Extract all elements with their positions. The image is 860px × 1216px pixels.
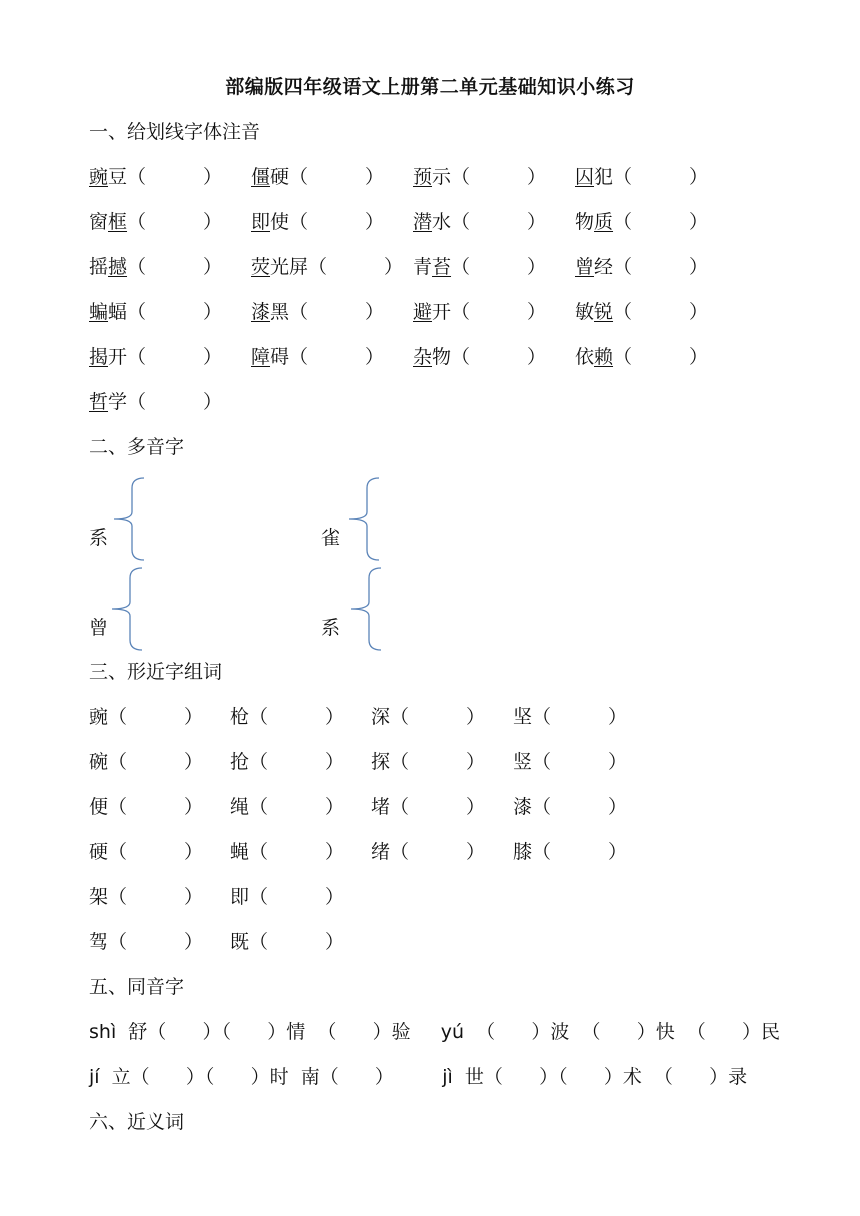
brace-icon: [106, 566, 146, 652]
underlined-char: 荧: [251, 256, 271, 278]
similar-char: 膝: [513, 841, 533, 863]
answer-blank[interactable]: （ ）: [108, 841, 204, 863]
answer-blank[interactable]: （ ）: [451, 301, 547, 323]
underlined-char: 杂: [413, 346, 433, 368]
similar-char: 枪: [230, 706, 250, 728]
similar-char-item: [230, 884, 344, 910]
answer-blank[interactable]: （ ）: [108, 706, 204, 728]
similar-char: 豌: [89, 706, 109, 728]
section-heading-1: 一、给划线字体注音: [89, 121, 261, 143]
answer-blank[interactable]: （ ）: [613, 346, 709, 368]
answer-blank[interactable]: （ ）: [451, 346, 547, 368]
brace-icon: [343, 476, 383, 562]
similar-char-item: [230, 749, 344, 775]
pinyin-item: [89, 254, 222, 280]
answer-blank[interactable]: （ ）: [532, 841, 628, 863]
similar-char: 漆: [513, 796, 533, 818]
similar-char: 驾: [89, 931, 109, 953]
polyphone-char: 雀: [321, 527, 341, 549]
word-char: 青: [413, 256, 433, 278]
answer-blank[interactable]: （ ）: [613, 166, 709, 188]
word-char: 犯: [594, 166, 614, 188]
answer-blank[interactable]: （ ）: [451, 256, 547, 278]
similar-char-item: [371, 839, 485, 865]
similar-char-item: [513, 839, 627, 865]
similar-char: 坚: [513, 706, 533, 728]
answer-blank[interactable]: （ ）: [127, 166, 223, 188]
pinyin-item: [251, 344, 384, 370]
similar-char: 硬: [89, 841, 109, 863]
similar-char: 架: [89, 886, 109, 908]
homophone-line: shì 舒（ ）（ ）情 （ ）验 yú （ ）波 （ ）快 （ ）民: [89, 1021, 781, 1043]
similar-char-item: [371, 794, 485, 820]
underlined-char: 蝙: [89, 301, 109, 323]
answer-blank[interactable]: （ ）: [249, 706, 345, 728]
word-char: 黑: [270, 301, 290, 323]
section-heading-5: 五、同音字: [89, 976, 185, 998]
polyphone-char: 系: [89, 527, 109, 549]
underlined-char: 框: [108, 211, 128, 233]
similar-char-item: [371, 704, 485, 730]
pinyin-item: [89, 164, 222, 190]
answer-blank[interactable]: （ ）: [289, 346, 385, 368]
answer-blank[interactable]: （ ）: [532, 751, 628, 773]
brace-icon: [345, 566, 385, 652]
underlined-char: 哲: [89, 391, 109, 413]
answer-blank[interactable]: （ ）: [390, 841, 486, 863]
word-char: 学: [108, 391, 128, 413]
underlined-char: 障: [251, 346, 271, 368]
similar-char-item: [230, 794, 344, 820]
answer-blank[interactable]: （ ）: [127, 346, 223, 368]
word-char: 示: [432, 166, 452, 188]
similar-char: 绪: [371, 841, 391, 863]
similar-char: 探: [371, 751, 391, 773]
answer-blank[interactable]: （ ）: [249, 931, 345, 953]
underlined-char: 预: [413, 166, 433, 188]
answer-blank[interactable]: （ ）: [289, 211, 385, 233]
word-char: 物: [432, 346, 452, 368]
section-heading-2: 二、多音字: [89, 436, 185, 458]
word-char: 蝠: [108, 301, 128, 323]
answer-blank[interactable]: （ ）: [249, 841, 345, 863]
word-char: 开: [432, 301, 452, 323]
word-char: 碍: [270, 346, 290, 368]
polyphone-char: 曾: [89, 617, 109, 639]
word-char: 豆: [108, 166, 128, 188]
pinyin-item: [575, 209, 708, 235]
answer-blank[interactable]: （ ）: [390, 751, 486, 773]
polyphone-char: 系: [321, 617, 341, 639]
underlined-char: 避: [413, 301, 433, 323]
similar-char-item: [89, 749, 203, 775]
similar-char: 深: [371, 706, 391, 728]
word-char: 水: [432, 211, 452, 233]
similar-char: 既: [230, 931, 250, 953]
similar-char-item: [230, 839, 344, 865]
answer-blank[interactable]: （ ）: [127, 211, 223, 233]
pinyin-item: [89, 344, 222, 370]
answer-blank[interactable]: （ ）: [108, 796, 204, 818]
pinyin-item: [251, 164, 384, 190]
word-char: 光屏: [270, 256, 309, 278]
pinyin-item: [575, 344, 708, 370]
pinyin-item: [575, 299, 708, 325]
answer-blank[interactable]: （ ）: [108, 886, 204, 908]
answer-blank[interactable]: （ ）: [390, 796, 486, 818]
pinyin-item: [413, 209, 546, 235]
pinyin-item: [413, 344, 546, 370]
word-char: 使: [270, 211, 290, 233]
pinyin-item: [413, 299, 546, 325]
answer-blank[interactable]: （ ）: [127, 301, 223, 323]
similar-char-item: [89, 929, 203, 955]
similar-char-item: [230, 929, 344, 955]
similar-char: 便: [89, 796, 109, 818]
similar-char-item: [89, 794, 203, 820]
answer-blank[interactable]: （ ）: [451, 211, 547, 233]
answer-blank[interactable]: （ ）: [289, 301, 385, 323]
pinyin-item: [575, 254, 708, 280]
similar-char-item: [513, 794, 627, 820]
similar-char: 碗: [89, 751, 109, 773]
underlined-char: 豌: [89, 166, 109, 188]
word-char: 摇: [89, 256, 109, 278]
answer-blank[interactable]: （ ）: [249, 751, 345, 773]
underlined-char: 质: [594, 211, 614, 233]
similar-char-item: [89, 839, 203, 865]
pinyin-item: [251, 209, 384, 235]
similar-char-item: [513, 749, 627, 775]
similar-char-item: [513, 704, 627, 730]
answer-blank[interactable]: （ ）: [249, 796, 345, 818]
answer-blank[interactable]: （ ）: [249, 886, 345, 908]
pinyin-item: [89, 299, 222, 325]
answer-blank[interactable]: （ ）: [532, 706, 628, 728]
similar-char-item: [230, 704, 344, 730]
underlined-char: 即: [251, 211, 271, 233]
similar-char: 堵: [371, 796, 391, 818]
underlined-char: 赖: [594, 346, 614, 368]
pinyin-item: [89, 389, 222, 415]
underlined-char: 潜: [413, 211, 433, 233]
answer-blank[interactable]: （ ）: [451, 166, 547, 188]
word-char: 窗: [89, 211, 109, 233]
section-heading-6: 六、近义词: [89, 1111, 185, 1133]
underlined-char: 苔: [432, 256, 452, 278]
pinyin-item: [89, 209, 222, 235]
answer-blank[interactable]: （ ）: [613, 301, 709, 323]
word-char: 敏: [575, 301, 595, 323]
word-char: 物: [575, 211, 595, 233]
underlined-char: 撼: [108, 256, 128, 278]
word-char: 依: [575, 346, 595, 368]
similar-char: 蝇: [230, 841, 250, 863]
similar-char-item: [371, 749, 485, 775]
similar-char: 即: [230, 886, 250, 908]
pinyin-item: [251, 299, 384, 325]
answer-blank[interactable]: （ ）: [613, 256, 709, 278]
answer-blank[interactable]: （ ）: [127, 391, 223, 413]
underlined-char: 囚: [575, 166, 595, 188]
underlined-char: 曾: [575, 256, 595, 278]
similar-char: 竖: [513, 751, 533, 773]
answer-blank[interactable]: （ ）: [108, 931, 204, 953]
word-char: 开: [108, 346, 128, 368]
underlined-char: 揭: [89, 346, 109, 368]
answer-blank[interactable]: （ ）: [108, 751, 204, 773]
underlined-char: 锐: [594, 301, 614, 323]
answer-blank[interactable]: （ ）: [289, 166, 385, 188]
page-title: 部编版四年级语文上册第二单元基础知识小练习: [225, 76, 635, 98]
word-char: 经: [594, 256, 614, 278]
underlined-char: 漆: [251, 301, 271, 323]
similar-char-item: [89, 884, 203, 910]
pinyin-item: [575, 164, 708, 190]
section-heading-3: 三、形近字组词: [89, 661, 223, 683]
answer-blank[interactable]: （ ）: [613, 211, 709, 233]
similar-char-item: [89, 704, 203, 730]
homophone-line: jí 立（ ）（ ）时 南（ ） jì 世（ ）（ ）术 （ ）录: [89, 1066, 748, 1088]
answer-blank[interactable]: （ ）: [127, 256, 223, 278]
similar-char: 绳: [230, 796, 250, 818]
underlined-char: 僵: [251, 166, 271, 188]
word-char: 硬: [270, 166, 290, 188]
pinyin-item: [413, 164, 546, 190]
answer-blank[interactable]: （ ）: [390, 706, 486, 728]
answer-blank[interactable]: （ ）: [532, 796, 628, 818]
pinyin-item: [251, 254, 403, 280]
similar-char: 抢: [230, 751, 250, 773]
pinyin-item: [413, 254, 546, 280]
brace-icon: [108, 476, 148, 562]
answer-blank[interactable]: （ ）: [308, 256, 404, 278]
